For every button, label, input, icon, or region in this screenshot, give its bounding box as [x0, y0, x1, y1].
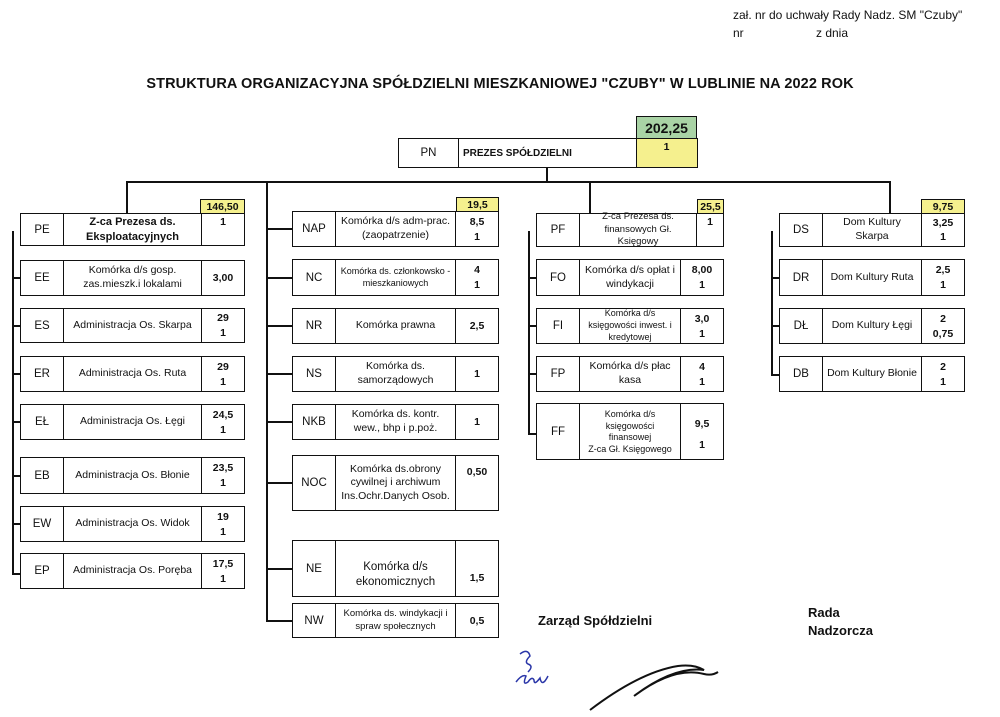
- unit-code: NAP: [293, 212, 336, 246]
- unit-values: 1: [696, 214, 723, 246]
- unit-values: 2,5: [455, 309, 498, 343]
- unit-values: 2 0,75: [921, 309, 964, 343]
- unit-box-fp: [536, 356, 724, 392]
- unit-name: Komórka ds. członkowsko - mieszkaniowych: [340, 265, 451, 288]
- unit-name: Komórka d/s księgowości inwest. i kredytowej: [588, 308, 672, 342]
- unit-name: Z-ca Prezesa ds. finansowych Gł. Księgowy: [602, 211, 674, 248]
- unit-values: 1: [455, 357, 498, 391]
- unit-values: 1,5: [455, 541, 498, 596]
- connector: [266, 620, 293, 622]
- unit-box-ff: [536, 403, 724, 460]
- connector: [12, 277, 21, 279]
- unit-code: PF: [537, 214, 580, 246]
- unit-values: 1: [201, 214, 244, 245]
- unit-box-nkb: [292, 404, 499, 440]
- connector: [546, 168, 548, 182]
- unit-values: 3,00: [201, 261, 244, 295]
- unit-name: Komórka d/s gosp. zas.mieszk.i lokalami: [83, 264, 182, 290]
- unit-values: 0,50: [455, 456, 498, 510]
- unit-box-fi: [536, 308, 724, 344]
- unit-box-pe: [20, 213, 245, 246]
- unit-box-noc: [292, 455, 499, 511]
- unit-values: 0,5: [455, 604, 498, 637]
- unit-code: ES: [21, 309, 64, 342]
- unit-box-dl: [779, 308, 965, 344]
- unit-code: PE: [21, 214, 64, 245]
- unit-code: NE: [293, 541, 336, 596]
- unit-values: 4 1: [455, 260, 498, 295]
- unit-code: DS: [780, 214, 823, 246]
- unit-name-line1: Komórka d/s księgowości finansowej: [604, 409, 656, 443]
- total-staff-badge: 202,25: [636, 116, 697, 138]
- resolution-date-label: z dnia: [816, 26, 849, 40]
- president-box: [398, 138, 697, 168]
- connector: [266, 421, 293, 423]
- unit-name: Administracja Os. Widok: [75, 517, 190, 530]
- unit-box-ns: [292, 356, 499, 392]
- unit-name: [580, 404, 680, 459]
- unit-values: 4 1: [680, 357, 723, 391]
- unit-values: 17,5 1: [201, 554, 244, 588]
- unit-name: Komórka ds. kontr. wew., bhp i p.poż.: [351, 408, 440, 434]
- unit-values: 2 1: [921, 357, 964, 391]
- unit-code: NR: [293, 309, 336, 343]
- connector: [126, 181, 128, 214]
- unit-name: Dom Kultury Skarpa: [843, 216, 901, 242]
- unit-values: 3,0 1: [680, 309, 723, 343]
- unit-name: Dom Kultury Ruta: [830, 270, 914, 283]
- connector: [12, 325, 21, 327]
- unit-box-er: [20, 356, 245, 392]
- unit-code: NW: [293, 604, 336, 637]
- connector: [266, 181, 268, 621]
- unit-box-ds: [779, 213, 965, 247]
- unit-code: ER: [21, 357, 64, 391]
- connector: [266, 373, 293, 375]
- unit-name: Komórka ds. windykacji i spraw społecznych: [343, 608, 448, 632]
- unit-box-nw: [292, 603, 499, 638]
- unit-name: Administracja Os. Błonie: [75, 468, 190, 481]
- unit-box-eb: [20, 457, 245, 494]
- connector: [889, 181, 891, 214]
- connector: [771, 231, 773, 375]
- unit-code: DB: [780, 357, 823, 391]
- connector: [266, 325, 293, 327]
- unit-code: EP: [21, 554, 64, 588]
- unit-name: Komórka d/s płac kasa: [589, 360, 671, 386]
- connector: [528, 373, 537, 375]
- unit-box-pf: [536, 213, 724, 247]
- col1-badge: 146,50: [200, 199, 245, 214]
- page-title: STRUKTURA ORGANIZACYJNA SPÓŁDZIELNI MIESZKANIOWEJ "CZUBY" W LUBLINIE NA 2022 ROK: [146, 76, 854, 92]
- unit-values: 3,25 1: [921, 214, 964, 246]
- connector: [266, 277, 293, 279]
- unit-code: NC: [293, 260, 336, 295]
- connector: [589, 181, 591, 214]
- president-name: PREZES SPÓŁDZIELNI: [463, 147, 572, 159]
- unit-box-nc: [292, 259, 499, 296]
- unit-box-ee: [20, 260, 245, 296]
- unit-values: 29 1: [201, 309, 244, 342]
- council-label: [808, 604, 873, 639]
- unit-name: Komórka ds.obrony cywilnej i archiwum Ins.Ochr.Danych Osob.: [341, 462, 450, 502]
- unit-code: EŁ: [21, 405, 64, 439]
- unit-values: 8,00 1: [680, 260, 723, 295]
- unit-code: FO: [537, 260, 580, 295]
- unit-name-line2: Z-ca Gł. Księgowego: [588, 444, 672, 455]
- unit-values: 9,5 1: [680, 404, 723, 459]
- unit-name: Komórka d/s ekonomicznych: [355, 560, 436, 588]
- council-label-line2: Nadzorcza: [808, 622, 874, 638]
- unit-name: Dom Kultury Łęgi: [831, 319, 913, 332]
- connector: [12, 475, 21, 477]
- unit-name: Komórka d/s adm-prac.(zaopatrzenie): [340, 215, 451, 241]
- handwritten-signature: [500, 640, 720, 715]
- unit-box-ew: [20, 506, 245, 542]
- unit-code: EW: [21, 507, 64, 541]
- connector: [771, 325, 780, 327]
- unit-name: Administracja Os. Łęgi: [79, 415, 186, 428]
- connector: [771, 277, 780, 279]
- unit-code: NKB: [293, 405, 336, 439]
- connector: [12, 523, 21, 525]
- unit-code: EE: [21, 261, 64, 295]
- unit-values: 19 1: [201, 507, 244, 541]
- connector: [528, 433, 537, 435]
- resolution-number-label: nr: [733, 26, 744, 40]
- unit-name: Administracja Os. Ruta: [78, 367, 187, 380]
- unit-code: FP: [537, 357, 580, 391]
- col4-badge: 9,75: [921, 199, 965, 214]
- unit-values: 29 1: [201, 357, 244, 391]
- col2-badge: 19,5: [456, 197, 499, 212]
- connector: [266, 568, 293, 570]
- connector: [12, 573, 21, 575]
- col3-badge: 25,5: [697, 199, 724, 214]
- unit-name: Komórka prawna: [355, 319, 436, 332]
- unit-name: Dom Kultury Błonie: [827, 367, 917, 380]
- connector: [12, 373, 21, 375]
- unit-values: 24,5 1: [201, 405, 244, 439]
- signature-stroke: [590, 666, 718, 711]
- unit-name: Administracja Os. Skarpa: [73, 318, 192, 331]
- unit-box-nap: [292, 211, 499, 247]
- connector: [126, 181, 890, 183]
- initials-mark: [516, 651, 548, 683]
- unit-box-dr: [779, 259, 965, 296]
- unit-code: NS: [293, 357, 336, 391]
- unit-name: Komórka ds. samorządowych: [357, 360, 434, 386]
- unit-box-nr: [292, 308, 499, 344]
- unit-code: DR: [780, 260, 823, 295]
- connector: [266, 482, 293, 484]
- connector: [12, 421, 21, 423]
- connector: [771, 374, 780, 376]
- unit-code: EB: [21, 458, 64, 493]
- president-code: PN: [399, 139, 459, 167]
- unit-code: FI: [537, 309, 580, 343]
- attachment-note: zał. nr do uchwały Rady Nadz. SM "Czuby": [733, 8, 963, 22]
- unit-code: DŁ: [780, 309, 823, 343]
- council-label-line1: Rada: [808, 605, 840, 620]
- unit-box-ne: [292, 540, 499, 597]
- unit-code: FF: [537, 404, 580, 459]
- unit-values: 8,5 1: [455, 212, 498, 246]
- unit-box-fo: [536, 259, 724, 296]
- unit-values: 1: [455, 405, 498, 439]
- unit-values: 23,5 1: [201, 458, 244, 493]
- connector: [266, 228, 293, 230]
- unit-box-ep: [20, 553, 245, 589]
- unit-box-db: [779, 356, 965, 392]
- unit-name: Komórka d/s opłat i windykacji: [585, 263, 675, 290]
- unit-name: Administracja Os. Poręba: [72, 564, 193, 577]
- connector: [528, 231, 530, 434]
- board-label: Zarząd Spółdzielni: [538, 613, 653, 628]
- unit-values: 2,5 1: [921, 260, 964, 295]
- unit-box-es: [20, 308, 245, 343]
- president-count: 1: [636, 138, 698, 168]
- unit-box-el: [20, 404, 245, 440]
- unit-code: NOC: [293, 456, 336, 510]
- connector: [528, 325, 537, 327]
- unit-name: Z-ca Prezesa ds. Eksploatacyjnych: [86, 216, 179, 243]
- connector: [528, 277, 537, 279]
